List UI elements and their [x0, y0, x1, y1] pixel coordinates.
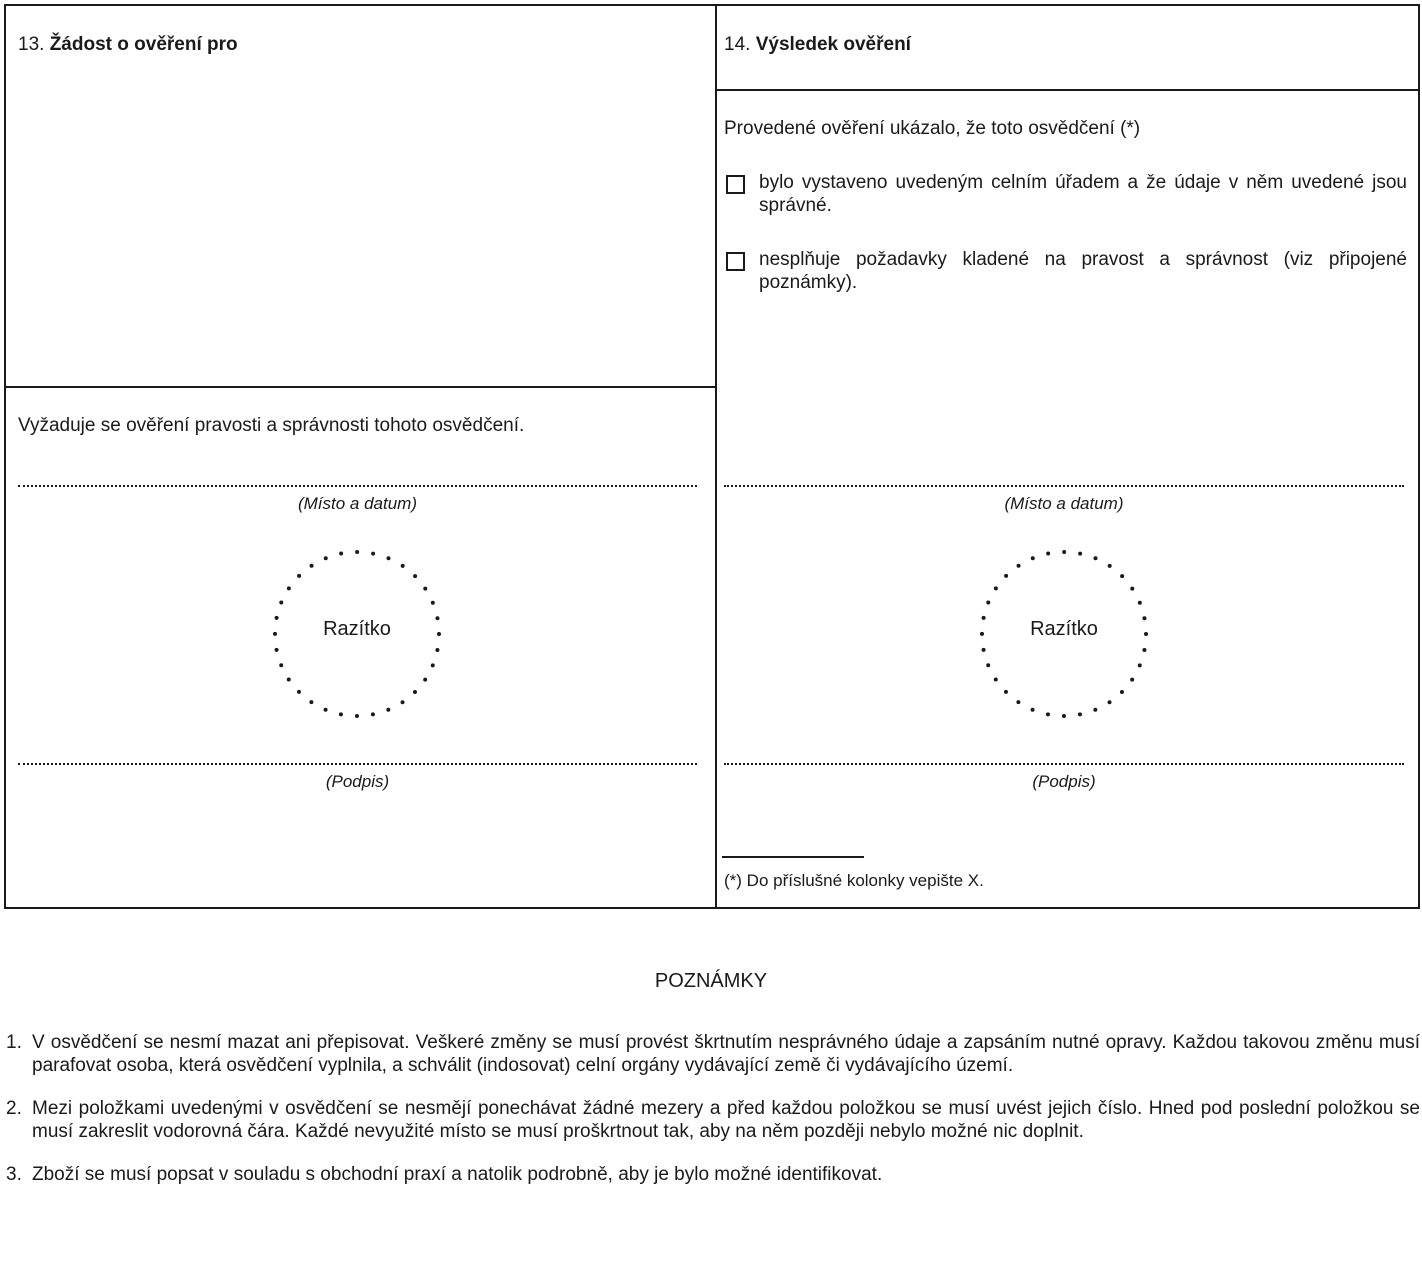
note-text: V osvědčení se nesmí mazat ani přepisovat. Veškeré změny se musí provést škrtnutím nesprávného údaje a zapsáním nutné opravy. Každou takovou změnu musí parafovat osoba, která osvědčení vyplnila, a schválit (indosovat) celní orgány vydávající země či vydávajícího území.	[32, 1032, 1420, 1076]
note-item	[6, 1097, 1420, 1143]
option-invalid-label: nesplňuje požadavky kladené na pravost a správnost (viz připojené poznámky).	[759, 249, 1407, 293]
note-number: 2.	[6, 1098, 22, 1119]
box14-place-date-caption: (Místo a datum)	[1004, 494, 1124, 513]
option-valid-label: bylo vystaveno uvedeným celním úřadem a že údaje v něm uvedené jsou správné.	[759, 172, 1407, 216]
note-number: 3.	[6, 1164, 22, 1185]
box14-stamp	[978, 548, 1150, 720]
box14-signature-line	[724, 763, 1404, 765]
box13-signature-line	[18, 763, 697, 765]
box14-number: 14.	[724, 34, 751, 55]
box13-stamp	[271, 548, 443, 720]
box14-intro: Provedené ověření ukázalo, že toto osvědčení (*)	[724, 118, 1141, 139]
box14-place-date-line	[724, 485, 1404, 487]
note-text: Mezi položkami uvedenými v osvědčení se nesmějí ponechávat žádné mezery a před každou položkou se musí uvést jejich číslo. Hned pod poslední položkou se musí zakreslit vodorovná čára. Každé nevyužité místo se musí proškrtnout tak, aby na něm později nebylo možné nic doplnit.	[32, 1098, 1420, 1142]
footnote-rule	[722, 856, 864, 858]
box13-signature-caption: (Podpis)	[325, 772, 390, 791]
box13-heading	[18, 34, 238, 56]
notes-title: POZNÁMKY	[654, 970, 768, 992]
box14-footnote: (*) Do příslušné kolonky vepište X.	[724, 871, 984, 890]
box14-stamp-label: Razítko	[1030, 618, 1098, 640]
box14-signature-caption: (Podpis)	[1032, 772, 1096, 791]
box13-title: Žádost o ověření pro	[49, 34, 238, 55]
box14-heading	[724, 34, 911, 56]
note-item	[6, 1163, 1420, 1186]
note-text: Zboží se musí popsat v souladu s obchodní praxí a natolik podrobně, aby je bylo možné identifikovat.	[32, 1164, 883, 1185]
option-valid-checkbox[interactable]	[726, 175, 745, 194]
box14-header-divider	[717, 89, 1418, 91]
box13-number: 13.	[18, 34, 45, 55]
box14-title: Výsledek ověření	[755, 34, 911, 55]
box13-place-date-line	[18, 485, 697, 487]
option-invalid-checkbox[interactable]	[726, 252, 745, 271]
column-divider	[715, 6, 717, 907]
box13-place-date-caption: (Místo a datum)	[297, 494, 418, 513]
box13-divider	[6, 386, 715, 388]
box13-stamp-label: Razítko	[323, 618, 391, 640]
note-item	[6, 1031, 1420, 1077]
box13-request-text: Vyžaduje se ověření pravosti a správnosti tohoto osvědčení.	[18, 415, 525, 436]
note-number: 1.	[6, 1032, 22, 1053]
